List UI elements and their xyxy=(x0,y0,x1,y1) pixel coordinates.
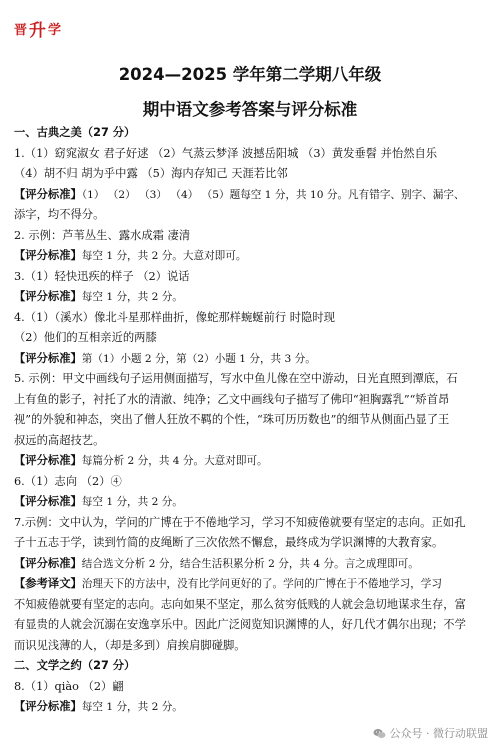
line-text: （1） （2） （3） （4） （5）题每空 1 分，共 10 分。凡有错字、别字、漏字、 xyxy=(81,188,465,201)
bracket-tag: 【评分标准】 xyxy=(14,290,82,303)
scoring-line xyxy=(14,492,488,513)
line-text: 每篇分析 2 分，共 4 分。大意对即可。 xyxy=(81,455,268,467)
answer-line: 叔远的高超技艺。 xyxy=(14,433,105,447)
bracket-tag: 【评分标准】 xyxy=(14,249,82,262)
scoring-line xyxy=(14,554,488,575)
answer-line: 子十五志于学，读到竹简的皮绳断了三次依然不懈怠，最终成为学识渊博的大教育家。 xyxy=(14,536,444,549)
answer-line: 3.（1）轻快迅疾的样子 （2）说话 xyxy=(14,269,190,283)
wechat-icon xyxy=(373,728,386,739)
answer-line: 4.（1）（溪水）像北斗星那样曲折，像蛇那样蜿蜒前行 时隐时现 xyxy=(14,310,335,324)
bracket-tag: 【评分标准】 xyxy=(14,495,82,508)
logo-char-right: 学 xyxy=(48,22,63,38)
answer-line: 8.（1）qiào （2）翩 xyxy=(14,679,124,693)
bracket-tag: 【评分标准】 xyxy=(14,351,82,365)
answer-line: 1.（1）窈窕淑女 君子好逑 （2）气蒸云梦泽 波撼岳阳城 （3）黄发垂髫 并怡然自乐 xyxy=(14,146,438,160)
answer-line: 2. 示例：芦苇丛生、露水成霜 凄清 xyxy=(14,228,191,242)
bracket-tag: 【评分标准】 xyxy=(14,556,82,570)
bracket-tag: 【评分标准】 xyxy=(14,187,82,201)
answer-line: 有显贵的人就会沉溺在安逸享乐中。因此广泛阅览知识渊博的人，好几代才偶尔出现；不学 xyxy=(14,618,466,631)
section-heading: 二、文学之约（27 分） xyxy=(14,659,136,672)
line-text: 治理天下的方法中，没有比学问更好的了。学问的广博在于不倦地学习，学习 xyxy=(81,578,442,590)
scoring-line xyxy=(14,697,488,718)
line-text: 每空 1 分，共 2 分。 xyxy=(81,291,183,303)
answer-line: 6.（1）志向 （2）④ xyxy=(14,474,122,488)
answer-line: 5. 示例：甲文中画线句子运用侧面描写，写水中鱼儿像在空中游动，日光直照到潭底，石 xyxy=(14,372,458,385)
answer-line: 而识见浅薄的人，（却是多到）肩挨肩脚碰脚。 xyxy=(14,638,246,652)
logo-char-left: 晋 xyxy=(13,22,28,38)
answer-line: 视”的外貌和神态，突出了僧人狂放不羁的个性，“珠可历历数也”的细节从侧面凸显了王 xyxy=(14,413,450,426)
scoring-line xyxy=(14,246,488,267)
scoring-line xyxy=(14,287,488,308)
watermark xyxy=(373,725,489,741)
answer-content xyxy=(14,123,488,718)
line-text: 第（1）小题 2 分，第（2）小题 1 分，共 3 分。 xyxy=(81,352,316,365)
brand-logo xyxy=(13,17,63,41)
answer-line: 7.示例：文中认为，学问的广博在于不倦地学习，学习不知疲倦就要有坚定的志向。正如孔 xyxy=(14,515,466,529)
scoring-line xyxy=(14,349,488,370)
answer-line: （2）他们的互相亲近的两膝 xyxy=(14,331,157,344)
answer-line: 添字，均不得分。 xyxy=(14,208,105,221)
answer-line: 不知疲倦就要有坚定的志向。志向如果不坚定，那么贫穷低贱的人就会急切地谋求生存，富 xyxy=(14,597,466,611)
bracket-tag: 【参考译文】 xyxy=(14,577,82,590)
document-title: 2024—2025 学年第二学期八年级 xyxy=(118,65,382,84)
line-text: 每空 1 分，共 2 分。 xyxy=(81,701,183,713)
logo-char-mid: 升 xyxy=(29,20,47,41)
watermark-text: 公众号 · 微行动联盟 xyxy=(389,727,488,740)
answer-line: 上有鱼的影子，衬托了水的清澈、纯净；乙文中画线句子描写了佛印“袒胸露乳”“矫首昂 xyxy=(14,392,450,406)
answer-line: （4）胡不归 胡为乎中露 （5）海内存知己 天涯若比邻 xyxy=(14,167,288,180)
line-text: 每空 1 分，共 2 分。 xyxy=(81,496,183,508)
bracket-tag: 【评分标准】 xyxy=(14,700,82,713)
scoring-line xyxy=(14,185,488,206)
scoring-line xyxy=(14,574,488,595)
line-text: 每空 1 分，共 2 分。大意对即可。 xyxy=(81,250,247,262)
scoring-line xyxy=(14,451,488,472)
section-heading: 一、古典之美（27 分） xyxy=(14,126,136,139)
line-text: 结合选文分析 2 分，结合生活积累分析 2 分，共 4 分。言之成理即可。 xyxy=(81,557,419,570)
document-subtitle: 期中语文参考答案与评分标准 xyxy=(142,100,358,119)
bracket-tag: 【评分标准】 xyxy=(14,454,82,467)
